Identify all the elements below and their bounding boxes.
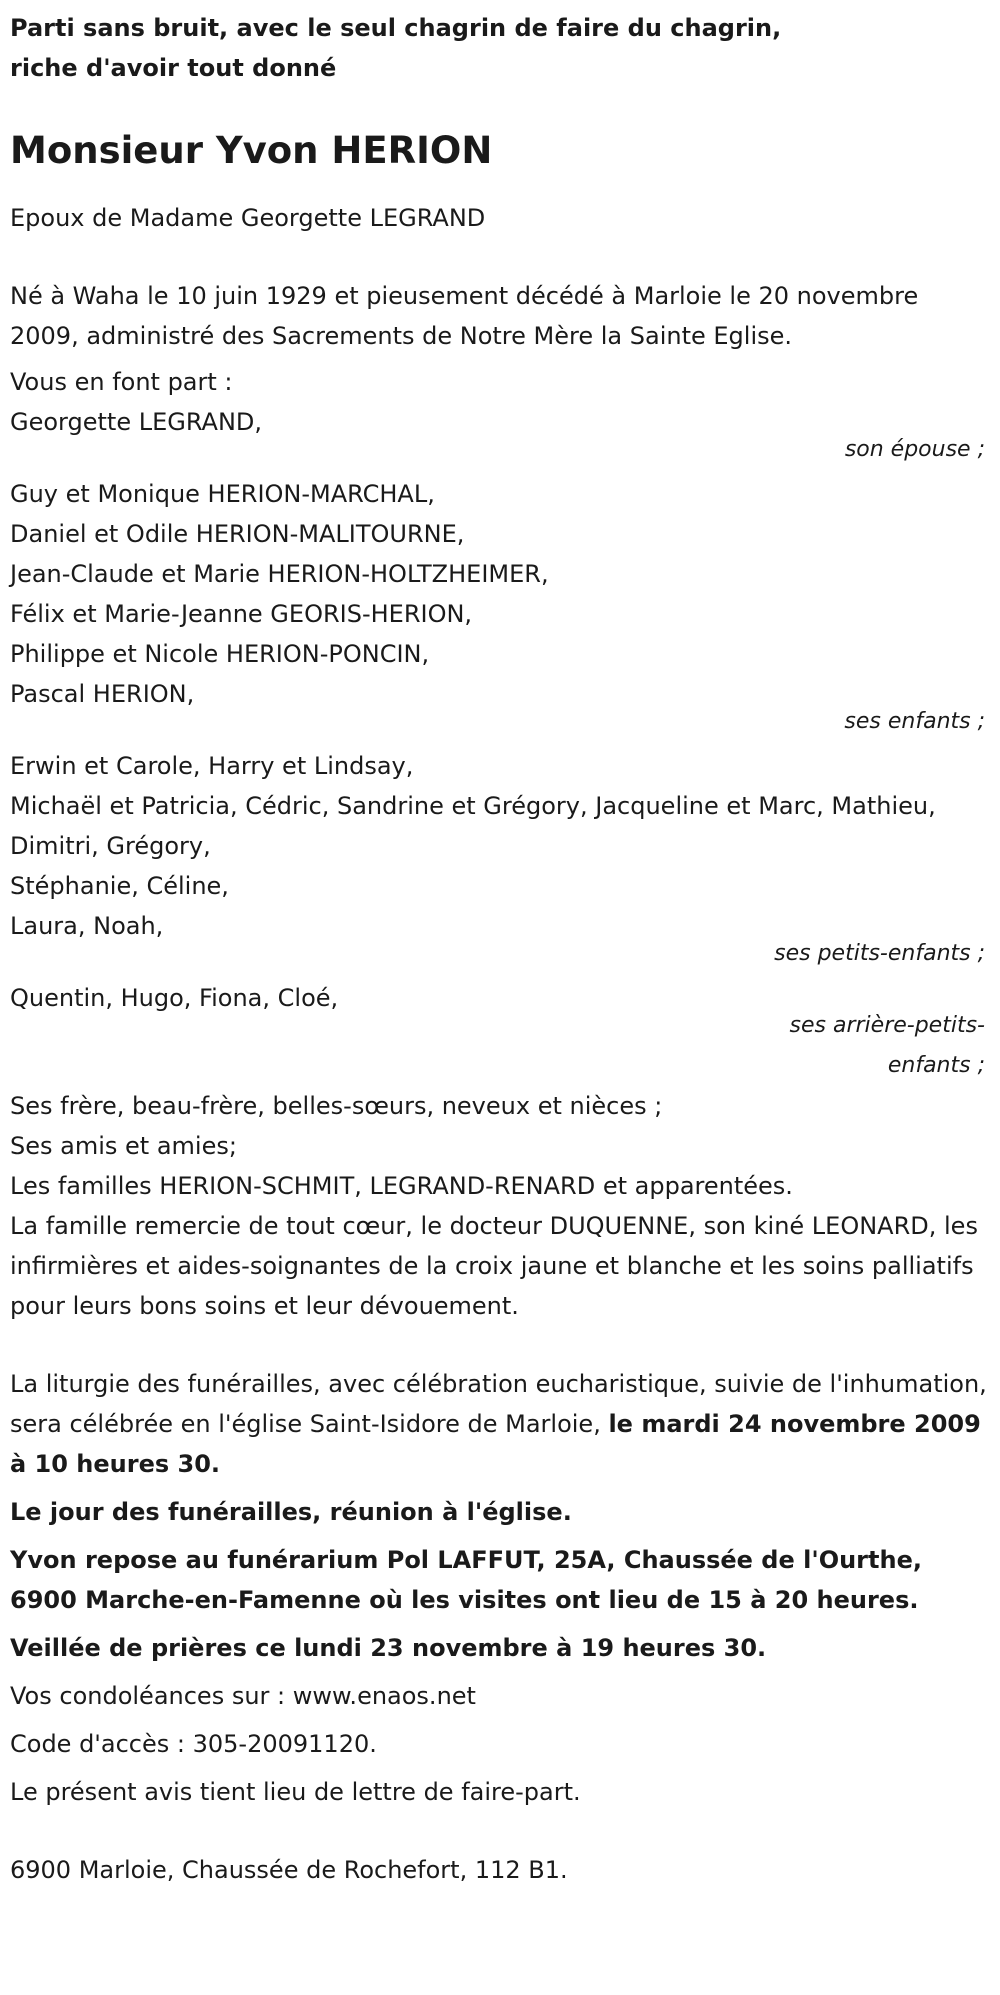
motto-line-1: Parti sans bruit, avec le seul chagrin de faire du chagrin, <box>10 14 782 42</box>
others-line: Les familles HERION-SCHMIT, LEGRAND-RENARD et apparentées. <box>10 1172 793 1200</box>
meeting-line: Le jour des funérailles, réunion à l'église. <box>10 1498 572 1526</box>
thanks-paragraph: La famille remercie de tout cœur, le docteur DUQUENNE, son kiné LEONARD, les infirmières et aides-soignantes de la croix jaune et blanche et les soins palliatifs pour leurs bons soins et leur dévouement. <box>10 1212 978 1320</box>
grandchild-name: Michaël et Patricia, Cédric, Sandrine et Grégory, Jacqueline et Marc, Mathieu, <box>10 792 936 820</box>
child-name: Guy et Monique HERION-MARCHAL, <box>10 480 435 508</box>
great-grandchildren-role: ses arrière-petits-enfants ; <box>789 1013 985 1078</box>
vigil-line: Veillée de prières ce lundi 23 novembre à 19 heures 30. <box>10 1634 767 1662</box>
great-grandchild-name: Quentin, Hugo, Fiona, Cloé, <box>10 984 339 1012</box>
children-role: ses enfants ; <box>844 709 985 734</box>
announce-line: Vous en font part : <box>10 368 233 396</box>
rest-paragraph: Yvon repose au funérarium Pol LAFFUT, 25A, Chaussée de l'Ourthe, 6900 Marche-en-Famenne où les visites ont lieu de 15 à 20 heures. <box>10 1546 922 1614</box>
address-line: 6900 Marloie, Chaussée de Rochefort, 112 B1. <box>10 1856 568 1884</box>
funeral-paragraph <box>10 1364 990 1484</box>
spouse-role: son épouse ; <box>844 437 985 462</box>
child-name: Philippe et Nicole HERION-PONCIN, <box>10 640 430 668</box>
funeral-text: La liturgie des funérailles, avec célébration eucharistique, suivie de l'inhumation, sera célébrée en l'église Saint-Isidore de Marloie, <box>10 1370 987 1438</box>
spouse-name: Georgette LEGRAND, <box>10 408 263 436</box>
child-name: Félix et Marie-Jeanne GEORIS-HERION, <box>10 600 473 628</box>
motto-line-2: riche d'avoir tout donné <box>10 54 337 82</box>
great-grandchildren-group <box>10 978 990 1086</box>
child-name: Daniel et Odile HERION-MALITOURNE, <box>10 520 465 548</box>
children-group <box>10 474 990 742</box>
others-line: Ses frère, beau-frère, belles-sœurs, neveux et nièces ; <box>10 1092 663 1120</box>
funeral-date: le mardi 24 novembre 2009 à 10 heures 30. <box>10 1410 981 1478</box>
grandchild-name: Dimitri, Grégory, <box>10 832 211 860</box>
deceased-name: Monsieur Yvon HERION <box>10 129 493 172</box>
child-name: Pascal HERION, <box>10 680 195 708</box>
spouse-group <box>10 402 990 470</box>
birth-death: Né à Waha le 10 juin 1929 et pieusement décédé à Marloie le 20 novembre 2009, administré des Sacrements de Notre Mère la Sainte Eglise. <box>10 282 919 350</box>
grandchildren-group <box>10 746 990 974</box>
grandchild-name: Erwin et Carole, Harry et Lindsay, <box>10 752 414 780</box>
notice-line: Le présent avis tient lieu de lettre de faire-part. <box>10 1778 581 1806</box>
others-group <box>10 1086 990 1206</box>
others-line: Ses amis et amies; <box>10 1132 237 1160</box>
grandchildren-role: ses petits-enfants ; <box>774 941 985 966</box>
access-code-line: Code d'accès : 305-20091120. <box>10 1730 377 1758</box>
grandchild-name: Laura, Noah, <box>10 912 164 940</box>
spouse-line: Epoux de Madame Georgette LEGRAND <box>10 204 486 232</box>
child-name: Jean-Claude et Marie HERION-HOLTZHEIMER, <box>10 560 549 588</box>
condolences-line: Vos condoléances sur : www.enaos.net <box>10 1682 476 1710</box>
grandchild-name: Stéphanie, Céline, <box>10 872 229 900</box>
